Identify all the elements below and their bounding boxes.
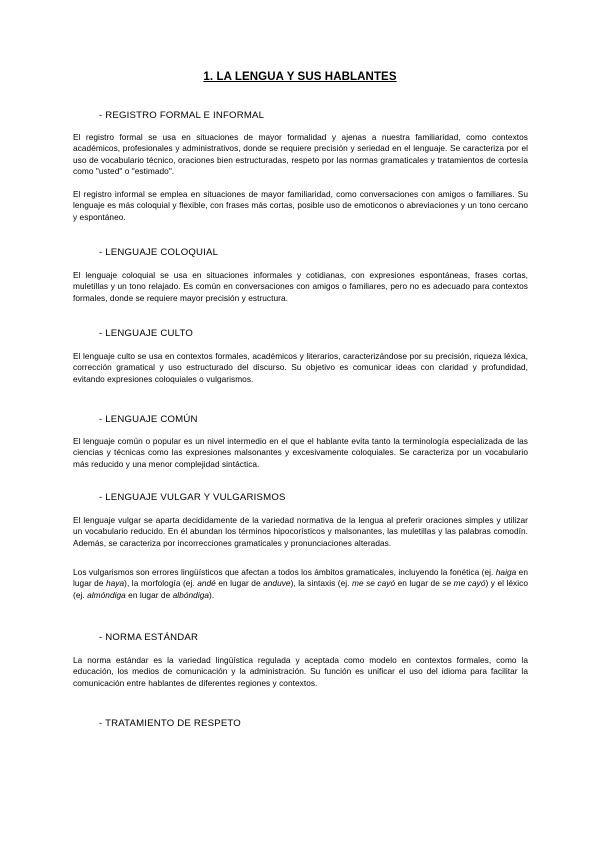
- example-se-me-cayo: se me cayó: [442, 578, 486, 589]
- paragraph-registro-formal: El registro formal se usa en situaciones de mayor formalidad y ajenas a nuestra familiaridad, como contextos académicos, profesionales y administrativos, donde se requiere precisión y seriedad en el lenguaje. Se caracteriza por el uso de vocabulario técnico, oraciones bien estructuradas, respeto por las normas gramaticales y tratamientos de cortesía como "usted" o "estimado".: [73, 132, 528, 177]
- example-ande: andé: [197, 578, 216, 589]
- heading-vulgar: - LENGUAJE VULGAR Y VULGARISMOS: [99, 492, 286, 503]
- heading-registro: - REGISTRO FORMAL E INFORMAL: [99, 110, 265, 121]
- heading-tratamiento-respeto: - TRATAMIENTO DE RESPETO: [99, 718, 241, 729]
- paragraph-culto: El lenguaje culto se usa en contextos formales, académicos y literarios, caracterizándose por su precisión, riqueza léxica, corrección gramatical y uso estructurado del discurso. Su objetivo es comunicar ideas con claridad y profundidad, evitando expresiones coloquiales o vulgarismos.: [73, 351, 528, 384]
- example-me-se-cayo: me se cayó: [351, 578, 396, 589]
- paragraph-vulgar: El lenguaje vulgar se aparta decididamente de la variedad normativa de la lengua al preferir oraciones simples y utilizar un vocabulario reducido. En él abundan los términos hipocorísticos y malsonantes, las muletillas y las palabras comodín. Además, se caracteriza por incorrecciones gramaticales y pronunciaciones alteradas.: [73, 515, 528, 548]
- paragraph-comun: El lenguaje común o popular es un nivel intermedio en el que el hablante evita tanto la terminología especializada de las ciencias y técnicas como las expresiones malsonantes y excesivamente coloquiales. Se caracteriza por un vocabulario más reducido y una menor complejidad sintáctica.: [73, 436, 528, 469]
- paragraph-coloquial: El lenguaje coloquial se usa en situaciones informales y cotidianas, con expresiones espontáneas, frases cortas, muletillas y un tono relajado. Es común en conversaciones con amigos o familiares, pero no es adecuado para contextos formales, donde se requiere mayor precisión y estructura.: [73, 270, 528, 303]
- heading-norma-estandar: - NORMA ESTÁNDAR: [99, 632, 199, 643]
- heading-comun: - LENGUAJE COMÚN: [99, 414, 198, 425]
- example-haya: haya: [105, 578, 125, 589]
- paragraph-vulgarismos: Los vulgarismos son errores lingüísticos que afectan a todos los ámbitos gramaticales, incluyendo la fonética (ej. haiga en lugar de haya), la morfología (ej. andé en lugar de anduve), la sintaxis (ej. me se cayó en lugar de se me cayó) y el léxico (ej. almóndiga en lugar de albóndiga).: [73, 567, 529, 600]
- heading-culto: - LENGUAJE CULTO: [99, 328, 194, 339]
- paragraph-registro-informal: El registro informal se emplea en situaciones de mayor familiaridad, como conversaciones con amigos o familiares. Su lenguaje es más coloquial y flexible, con frases más cortas, posible uso de emoticonos o abreviaciones y un tono cercano y espontáneo.: [73, 189, 528, 222]
- example-anduve: anduve: [263, 578, 291, 589]
- document-title: 1. LA LENGUA Y SUS HABLANTES: [203, 71, 397, 83]
- paragraph-norma-estandar: La norma estándar es la variedad lingüística regulada y aceptada como modelo en contextos formales, como la educación, los medios de comunicación y la administración. Su función es unificar el uso del idioma para facilitar la comunicación entre hablantes de diferentes regiones y contextos.: [73, 655, 528, 688]
- example-almondiga: almóndiga: [87, 589, 126, 600]
- example-albondiga: albóndiga: [172, 589, 210, 600]
- heading-coloquial: - LENGUAJE COLOQUIAL: [99, 247, 219, 258]
- example-haiga: haiga: [495, 567, 517, 577]
